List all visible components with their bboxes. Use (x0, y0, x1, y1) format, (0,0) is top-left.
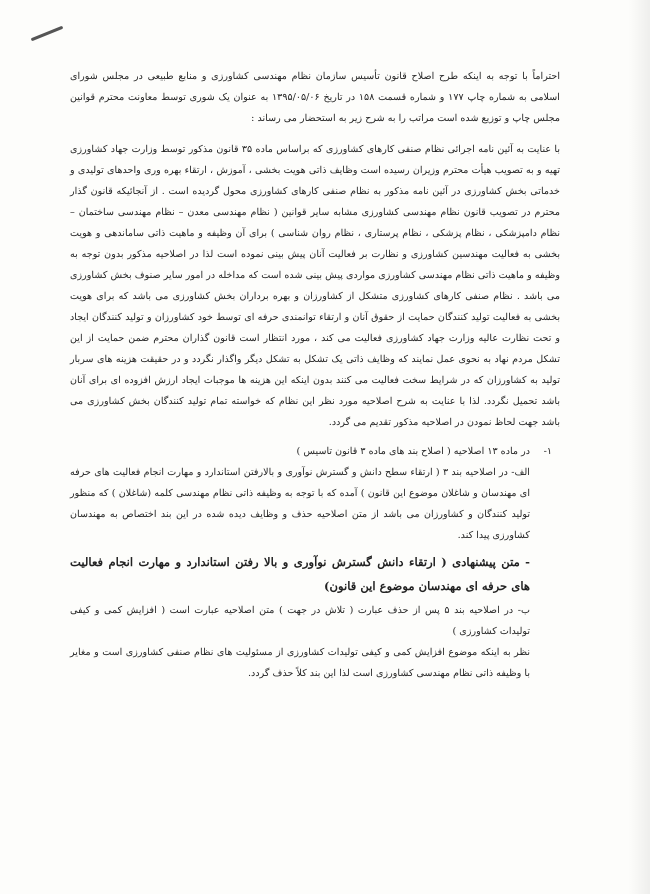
page-edge-shadow (628, 0, 650, 894)
proposed-text: - متن پیشنهادی ( ارتقاء دانش گسترش نوآوری و بالا رفتن استاندارد و مهارت انجام فعالیت های حرفه ای مهندسان موضوع این قانون) (70, 555, 530, 593)
item-1 (70, 441, 560, 462)
document-body (70, 66, 560, 684)
body-paragraph: با عنایت به آئین نامه اجرائی نظام صنفی کارهای کشاورزی که براساس ماده ۳۵ قانون مذکور توسط وزارت جهاد کشاورزی تهیه و به تصویب هیأت محترم وزیران رسیده است وظایف ذاتی هویت بخشی ، آموزش ، ارتقاء بهره وری واحدهای تولیدی و خدماتی بخش کشاورزی در آئین نامه مذکور به نظام صنفی کارهای کشاورزی محول گردیده است . از آنجائیکه قانون گذار محترم در تصویب قانون نظام مهندسی کشاورزی مشابه سایر قوانین ( نظام مهندسی معدن – نظام مهندسی ساختمان – نظام دامپزشکی ، نظام پزشکی ، نظام پرستاری ، نظام روان شناسی ) برای آن وظیفه و ماهیت ذاتی ساماندهی و هویت بخشی به فعالیت مهندسین کشاورزی و نظارت بر فعالیت آنان پیش بینی نموده است لذا در اصلاحیه مذکور بدون توجه به وظیفه و ماهیت ذاتی نظام مهندسی کشاورزی مواردی پیش بینی شده است که مداخله در امور سایر صنوف بخش کشاورزی می باشد . نظام صنفی کارهای کشاورزی متشکل از کشاورزان و بهره برداران بخش کشاورزی می باشد که برای هویت بخشی به فعالیت تولید کنندگان حمایت از حقوق آنان و ارتقاء توانمندی حرفه ای توسط خود کشاورزان و تولید کنندگان ایجاد و تحت نظارت عالیه وزارت جهاد کشاورزی فعالیت می کند ، مورد انتظار است قانون گذاران محترم ضمن حمایت از این تشکل مردم نهاد به نحوی عمل نمایند که وظایف ذاتی یک تشکل به تشکل دیگر واگذار نگردد و در حقیقت هزینه های سربار تولید به کشاورزان که در شرایط سخت فعالیت می کنند بدون اینکه این هزینه ها موجبات ایجاد ارزش افزوده ای برای آنان باشد تحمیل نگردد. لذا با عنایت به شرح اصلاحیه مورد نظر این نظام که خواسته تمام تولید کنندگان بخش کشاورزی می باشد جهت لحاظ نمودن در اصلاحیه مذکور تقدیم می گردد. (70, 144, 560, 428)
intro-paragraph: احتراماً با توجه به اینکه طرح اصلاح قانون تأسیس سازمان نظام مهندسی کشاورزی و منابع طبیعی در مجلس شورای اسلامی به شماره چاپ ۱۷۷ و شماره قسمت ۱۵۸ در تاریخ ۱۳۹۵/۰۵/۰۶ به عنوان یک شوری توسط معاونت محترم قوانین مجلس چاپ و توزیع شده است مراتب را به شرح زیر به استحضار می رساند : (70, 71, 560, 124)
item-1-alef: الف- در اصلاحیه بند ۳ ( ارتقاء سطح دانش و گسترش نوآوری و بالارفتن استاندارد و مهارت انجام فعالیت های حرفه ای مهندسان و شاغلان موضوع این قانون ) آمده که با توجه به وظیفه ذاتی نظام مهندسی کلمه (شاغلان ) که منظور تولید کنندگان و کشاورزان می باشد از متن اصلاحیه حذف و وظایف دیده شده در این بند اختصاص به مهندسان کشاورزی پیدا کند. (70, 467, 530, 541)
item-1-be: ب- در اصلاحیه بند ۵ پس از حذف عبارت ( تلاش در جهت ) متن اصلاحیه عبارت است ( افزایش کمی و کیفی تولیدات کشاورزی ) (70, 605, 530, 637)
item-1-number: ۱- (543, 446, 552, 457)
item-1-heading: در ماده ۱۳ اصلاحیه ( اصلاح بند های ماده ۳ قانون تاسیس ) (296, 446, 530, 457)
pen-mark (31, 26, 64, 42)
item-1-closing: نظر به اینکه موضوع افزایش کمی و کیفی تولیدات کشاورزی از مسئولیت های نظام صنفی کشاورزی است و مغایر با وظیفه ذاتی نظام مهندسی کشاورزی است لذا این بند کلاً حذف گردد. (70, 647, 530, 679)
